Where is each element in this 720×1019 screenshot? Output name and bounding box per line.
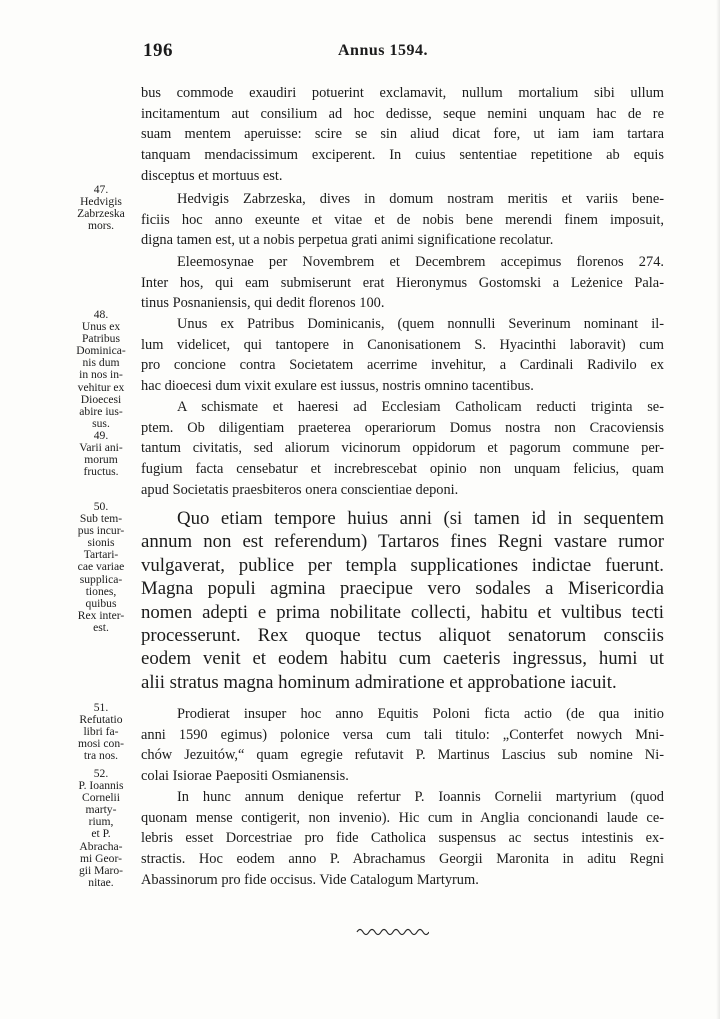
margin-note (66, 430, 136, 478)
margin-note-line: Patribus (81, 332, 120, 346)
paragraph-martyrium (141, 787, 664, 890)
text-line: chów Jezuitów,“ quam egregie refutavit P. Martinus Lascius sub nomine Ni- (141, 747, 664, 764)
margin-note (66, 184, 136, 232)
text-line: anni 1590 egimus) polonice versa cum tali titulo: „Conterfet nowych Mni- (141, 726, 664, 743)
page-header (0, 38, 720, 68)
margin-note-line: cae variae (77, 560, 125, 574)
margin-note-line: mi Geor- (80, 851, 122, 865)
margin-note-line: morum (84, 453, 118, 467)
paragraph-dominicanus (141, 314, 664, 397)
text-line: Hedvigis Zabrzeska, dives in domum nostram meritis et variis bene- (177, 191, 664, 207)
text-line: suam mentem aperuisse: scire se sin aliud dicat fore, ut iam iam tartara (141, 126, 664, 143)
text-line: tanquam mendacissimum exciperent. In cuius sententiae repetitione ab equis (141, 147, 664, 164)
text-line: In hunc annum denique refertur P. Ioannis Cornelii martyrium (quod (177, 789, 664, 805)
text-line: pro concione contra Societatem acerrime invehitur, a Cardinali Radivilo ex (141, 357, 664, 374)
text-line: Eleemosynae per Novembrem et Decembrem accepimus florenos 274. (177, 254, 664, 270)
paragraph-continuation (141, 83, 664, 186)
margin-note-line: quibus (85, 596, 117, 610)
margin-note-line: Dominica- (76, 344, 126, 358)
margin-note-line: supplica- (79, 572, 123, 586)
text-line: Prodierat insuper hoc anno Equitis Poloni ficta actio (de qua initio (177, 706, 664, 722)
margin-note-line: mosi con- (77, 737, 125, 751)
paragraph-hedvigis (141, 189, 664, 251)
end-ornament (355, 925, 429, 937)
text-line: Magna populi agmina praecipue vero sodales a Misericordia (141, 578, 664, 600)
text-line: eodem venit et eodem habitu cum caeteris ingressus, humi ut (141, 648, 664, 670)
text-line: vulgaverat, publice per templa supplicationes indictae fuerunt. (141, 554, 664, 576)
text-line: ptem. Ob diligentiam praeterea operariorum Domus nostra non Cracoviensis (141, 419, 664, 436)
margin-note-line: libri fa- (83, 725, 119, 739)
margin-note-number: 48. (93, 308, 109, 321)
text-line: alii stratus magna hominum admiratione et approbatione iacuit. (141, 671, 617, 693)
text-line: Unus ex Patribus Dominicanis, (quem nonnulli Severinum nominant il- (177, 316, 664, 332)
margin-note (66, 501, 136, 634)
margin-note-line: Cornelii (82, 791, 120, 805)
margin-note-line: Tartari- (83, 548, 119, 562)
text-line: A schismate et haeresi ad Ecclesiam Catholicam reducti triginta se- (177, 399, 664, 415)
margin-note-number: 51. (93, 701, 109, 714)
margin-note-line: Dioecesi (80, 392, 122, 406)
margin-note-line: Zabrzeska (77, 207, 125, 221)
margin-note (66, 768, 136, 889)
margin-note-line: vehitur ex (77, 380, 125, 394)
margin-note-line: Hedvigis (80, 195, 122, 209)
margin-note (66, 702, 136, 762)
margin-note-number: 47. (93, 183, 109, 196)
margin-note-number: 50. (93, 500, 109, 513)
text-line: Abassinorum pro fide occisus. Vide Catalogum Martyrum. (141, 871, 479, 888)
margin-note-line: est. (93, 620, 109, 634)
margin-note-number: 52. (93, 767, 109, 780)
text-line: processerunt. Rex quoque tectus aliquot senatorum consciis (141, 624, 664, 646)
running-title: Annus 1594. (338, 42, 428, 59)
margin-note-line: Rex inter- (77, 608, 125, 622)
text-line: nomen adepti e prima nobilitate collecti, habitu et vultibus tecti (141, 601, 664, 623)
margin-note-line: gii Maro- (78, 863, 124, 877)
margin-note-line: Abracha- (79, 839, 123, 853)
paragraph-tartari (141, 507, 664, 694)
text-line: bus commode exaudiri potuerint exclamavit, nullum mortalium sibi ullum (141, 85, 664, 101)
text-line: disceptus et mortuus est. (141, 167, 283, 184)
margin-note (66, 309, 136, 430)
paragraph-schismate (141, 397, 664, 500)
text-line: incitamentum aut consilium ad hoc dedisse, seque nemini unquam hac de re (141, 105, 664, 122)
paragraph-eleemosynae (141, 252, 664, 314)
page-number: 196 (143, 40, 173, 61)
text-line: ficiis hoc anno exeunte et vitae et de nobis bene merendi finem imposuit, (141, 211, 664, 228)
text-line: fugium facta censebatur et increbrescebat opinio non unquam felicius, quam (141, 461, 664, 478)
margin-note-line: tra nos. (83, 749, 119, 763)
margin-note-line: Sub tem- (79, 512, 123, 526)
margin-note-line: mors. (87, 219, 115, 233)
text-line: tantum civitatis, sed aliorum vicinorum oppidorum et pagorum commune per- (141, 440, 664, 457)
text-line: colai Isiorae Paepositi Osmianensis. (141, 768, 349, 785)
margin-note-line: Refutatio (79, 713, 123, 727)
text-line: hac dioecesi dum vixit exulare est iussus, nostris omnino tacentibus. (141, 378, 534, 395)
text-line: stractis. Hoc eodem anno P. Abrachamus Georgii Maronita in aditu Regni (141, 851, 664, 868)
margin-note-line: marty- (85, 803, 117, 817)
text-line: lum videlicet, qui tantopere in Canonisationem S. Hyacinthi laboravit) cum (141, 336, 664, 353)
margin-note-line: fructus. (83, 465, 119, 479)
margin-note-line: in nos in- (79, 368, 123, 382)
margin-note-line: abire ius- (79, 404, 123, 418)
text-line: tinus Posnaniensis, qui dedit florenos 100. (141, 295, 385, 312)
margin-note-line: Varii ani- (79, 441, 123, 455)
text-line: Quo etiam tempore huius anni (si tamen id in sequentem (177, 508, 664, 529)
margin-note-line: rium, (88, 815, 114, 829)
margin-note-line: P. Ioannis (78, 779, 124, 793)
text-line: apud Societatis praesbiteros onera conscientiae deponi. (141, 481, 459, 498)
page-edge-shadow (716, 0, 720, 1019)
margin-note-line: sus. (92, 416, 110, 430)
margin-note-line: et P. (91, 827, 111, 841)
text-line: quonam mense contigerit, non invenio). Hic cum in Anglia concionandi laude ce- (141, 809, 664, 826)
text-line: lebris esset Dorcestriae pro fide Catholica suspensus ac sectus intestinis ex- (141, 830, 664, 847)
margin-note-line: nis dum (82, 356, 120, 370)
margin-note-line: Unus ex (81, 320, 121, 334)
paragraph-refutatio (141, 704, 664, 787)
text-line: digna tamen est, ut a nobis perpetua grati animi significatione recolatur. (141, 232, 554, 249)
margin-note-line: nitae. (88, 875, 114, 889)
margin-note-line: tiones, (85, 584, 117, 598)
margin-note-line: sionis (87, 536, 115, 550)
margin-note-number: 49. (93, 429, 109, 442)
text-line: annum non est referendum) Tartaros fines Regni vastare rumor (141, 531, 664, 553)
margin-note-line: pus incur- (77, 524, 125, 538)
text-line: Inter hos, qui eam submiserunt erat Hieronymus Gostomski a Leżenice Pala- (141, 274, 664, 291)
